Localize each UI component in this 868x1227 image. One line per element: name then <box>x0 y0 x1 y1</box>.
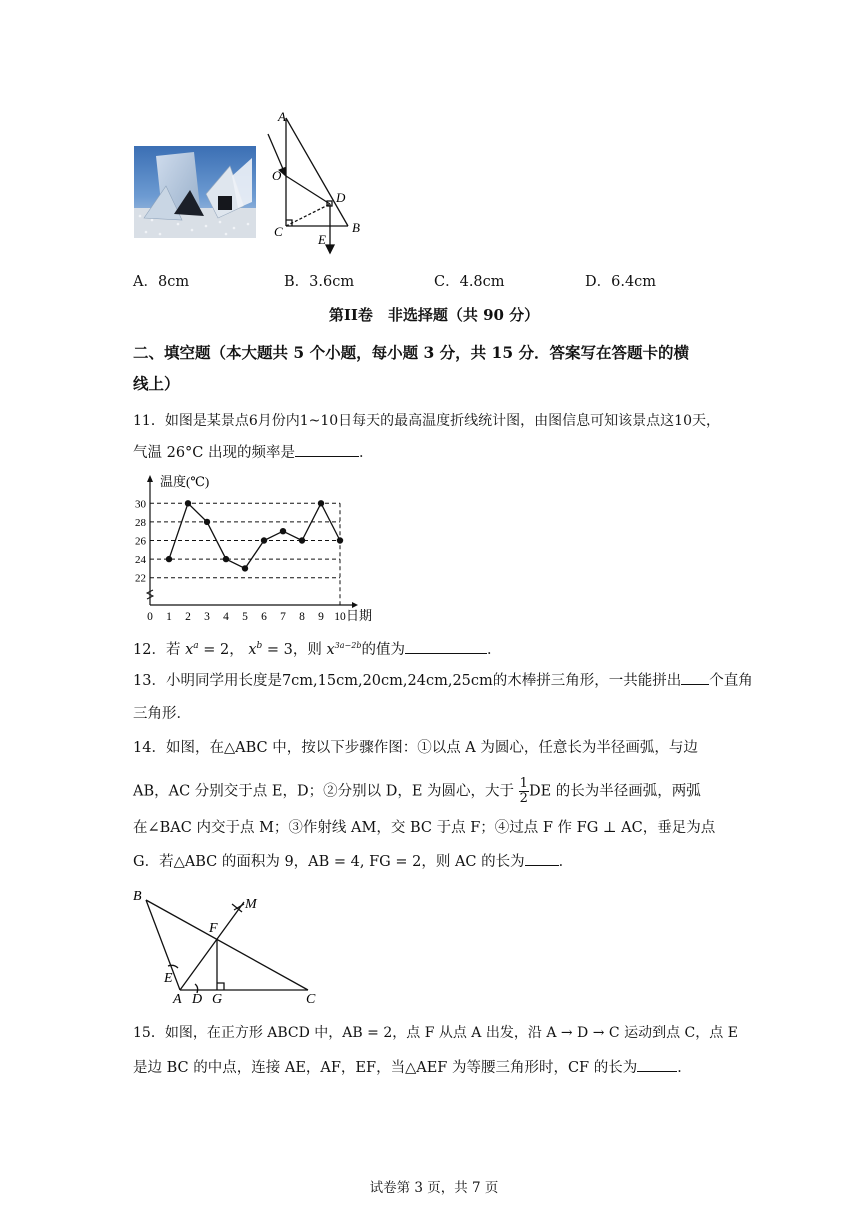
x-tick-label-2: 2 <box>185 611 191 622</box>
q11-answer-blank[interactable] <box>295 442 359 457</box>
arc-E <box>168 965 178 968</box>
x-tick-label-1: 1 <box>166 611 172 622</box>
data-point-day-5 <box>242 565 248 571</box>
q14-line4 <box>133 851 573 872</box>
q12-x1: x <box>185 641 194 658</box>
q12-sup-b: b <box>256 641 263 651</box>
q14-line2-post: DE 的长为半径画弧，两弧 <box>528 783 701 800</box>
fig14-label-E: E <box>164 971 173 986</box>
data-point-day-10 <box>337 537 343 543</box>
q14-line4-pre: G．若△ABC 的面积为 9，AB = 4, FG = 2，则 AC 的长为 <box>133 854 525 870</box>
q12-sup-a: a <box>193 641 199 651</box>
x-tick-label-5: 5 <box>242 611 248 622</box>
option-d: D．6.4cm <box>585 274 657 290</box>
q12-end: ． <box>486 641 502 658</box>
data-point-day-3 <box>204 519 210 525</box>
reflected-ray <box>286 176 330 204</box>
q11-line1: 11．如图是某景点6月份内1~10日每天的最高温度折线统计图，由图信息可知该景点这10天， <box>133 413 720 429</box>
x-tick-label-0: 0 <box>147 611 153 622</box>
dashed-CD <box>286 204 330 226</box>
fig14-label-A: A <box>173 992 182 1007</box>
y-tick-label-26: 26 <box>135 535 146 548</box>
fig14-label-C: C <box>306 992 316 1007</box>
option-c: C．4.8cm <box>434 274 505 290</box>
q12-sup-3a2b: 3a−2b <box>334 641 362 650</box>
label-C: C <box>274 224 283 239</box>
q11-end: ． <box>359 445 374 461</box>
fig14-label-G: G <box>212 992 223 1007</box>
q13-text-post: 个直角 <box>709 673 753 689</box>
x-tick-label-4: 4 <box>223 611 229 622</box>
data-point-day-6 <box>261 537 267 543</box>
label-E: E <box>318 232 326 247</box>
fraction-one-half <box>519 777 529 806</box>
q12-post: 的值为 <box>361 641 405 658</box>
q12-x2: x <box>248 641 257 658</box>
right-angle-G <box>217 983 224 990</box>
label-A: A <box>278 109 286 124</box>
data-point-day-2 <box>185 500 191 506</box>
label-D: D <box>336 190 346 205</box>
q13-line2: 三角形． <box>133 706 191 722</box>
q13-line1 <box>133 670 753 691</box>
q14-answer-blank[interactable] <box>525 851 559 866</box>
ray-AM <box>180 902 244 990</box>
q15-answer-blank[interactable] <box>637 1057 677 1072</box>
option-b: B．3.6cm <box>284 274 355 290</box>
y-tick-label-22: 22 <box>135 572 146 585</box>
frac-den: 2 <box>519 791 528 806</box>
q15-end: ． <box>677 1060 692 1076</box>
y-tick-label-30: 30 <box>135 498 146 511</box>
x-tick-label-3: 3 <box>204 611 210 622</box>
q12-eq2-rhs: = 3，则 <box>262 641 322 658</box>
option-a: A．8cm <box>133 274 190 290</box>
y-tick-label-28: 28 <box>135 516 146 529</box>
figure-10 <box>262 108 372 258</box>
q12-x3: x <box>326 641 335 658</box>
part2-heading-line2: 线上） <box>133 374 180 393</box>
x-axis-label: 日期 <box>346 608 373 622</box>
q11-text: 气温 26°C 出现的频率是 <box>133 445 296 461</box>
section-2-title: 第II卷 非选择题（共 90 分） <box>328 306 540 324</box>
q12-eq1-rhs: = 2， <box>198 641 244 658</box>
side-AB <box>146 900 180 990</box>
q14-line3: 在∠BAC 内交于点 M；③作射线 AM，交 BC 于点 F；④过点 F 作 FG ⊥ AC，垂足为点 <box>133 820 716 836</box>
q14-line2 <box>133 777 701 806</box>
frac-num: 1 <box>519 776 528 791</box>
x-tick-label-9: 9 <box>318 611 324 622</box>
q15-line2 <box>133 1057 692 1078</box>
part2-heading-line1: 二、填空题（本大题共 5 个小题，每小题 3 分，共 15 分．答案写在答题卡的横 <box>133 343 690 362</box>
temperature-line-chart <box>128 472 398 622</box>
q12-line <box>133 636 501 660</box>
q13-text: 13．小明同学用长度是7cm,15cm,20cm,24cm,25cm的木棒拼三角形，一共能拼出 <box>133 673 682 689</box>
y-tick-label-24: 24 <box>135 554 146 567</box>
data-point-day-9 <box>318 500 324 506</box>
y-axis-arrow <box>147 475 153 482</box>
q12-text: 12．若 <box>133 641 181 658</box>
q11-line2 <box>133 442 374 463</box>
q13-answer-blank[interactable] <box>681 670 709 685</box>
q14-line1: 14．如图，在△ABC 中，按以下步骤作图：①以点 A 为圆心，任意长为半径画弧，与边 <box>133 740 698 756</box>
q14-line2-pre: AB，AC 分别交于点 E，D；②分别以 D，E 为圆心，大于 <box>133 783 515 800</box>
fig14-label-F: F <box>209 921 218 936</box>
label-B: B <box>352 220 360 235</box>
fig14-label-B: B <box>133 889 142 904</box>
y-axis-break <box>147 590 153 599</box>
line-AB <box>286 118 348 226</box>
figure-14 <box>128 884 328 1009</box>
q14-end: ． <box>558 854 574 870</box>
q15-line2-pre: 是边 BC 的中点，连接 AE，AF，EF，当△AEF 为等腰三角形时，CF 的长为 <box>133 1060 638 1076</box>
x-tick-label-6: 6 <box>261 611 267 622</box>
prism-photo <box>134 146 256 238</box>
data-point-day-4 <box>223 556 229 562</box>
label-O: O <box>272 168 282 183</box>
data-point-day-7 <box>280 528 286 534</box>
fig14-label-D: D <box>192 992 203 1007</box>
q15-line1: 15．如图，在正方形 ABCD 中，AB = 2，点 F 从点 A 出发，沿 A → D → C 运动到点 C，点 E <box>133 1025 738 1041</box>
y-axis-label: 温度(℃) <box>160 474 210 489</box>
q12-answer-blank[interactable] <box>405 639 487 654</box>
fig14-label-M: M <box>245 897 257 912</box>
x-tick-label-10: 10 <box>334 611 346 622</box>
data-point-day-1 <box>166 556 172 562</box>
x-tick-label-7: 7 <box>280 611 286 622</box>
x-tick-label-8: 8 <box>299 611 305 622</box>
page-footer: 试卷第 3 页，共 7 页 <box>369 1180 499 1196</box>
prism-photo-art <box>134 146 256 238</box>
data-point-day-8 <box>299 537 305 543</box>
